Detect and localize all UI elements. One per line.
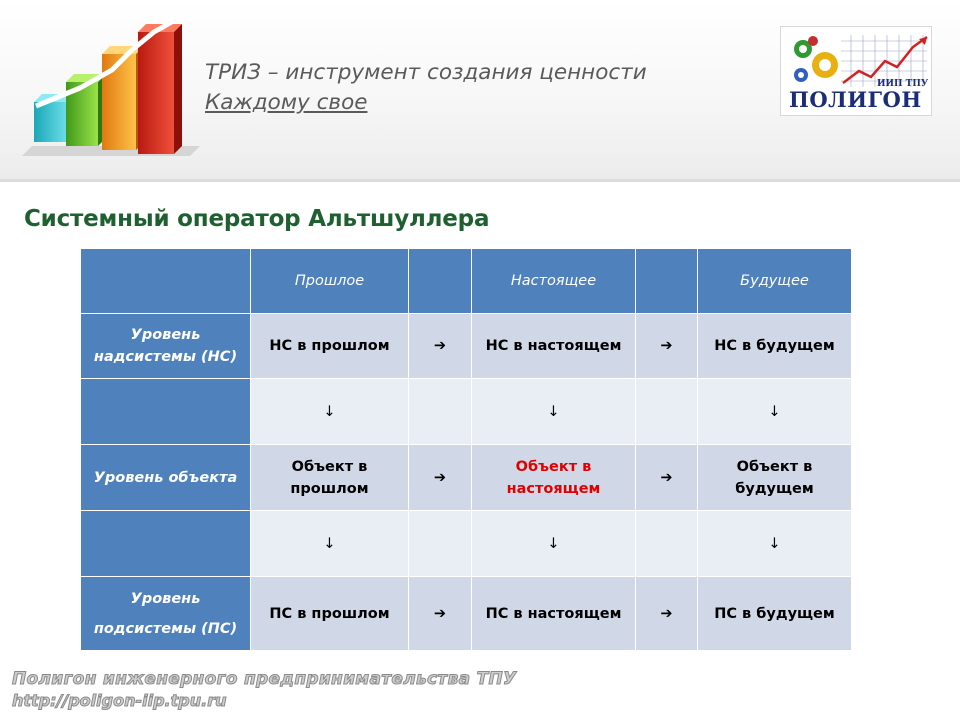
header-cell-spacer [636,249,698,314]
table-row-subsystem [81,577,852,651]
header-text-block [205,58,647,118]
bar-chart-icon [14,10,204,160]
down-arrow-icon: ↓ [472,379,636,445]
footer-url-link[interactable]: http://poligon-iip.tpu.ru [12,691,227,710]
row-label-line: Уровень объекта [93,469,238,486]
header-cell-present: Настоящее [472,249,636,314]
header-band [0,0,960,182]
down-arrow-icon: ↓ [472,511,636,577]
cell-spacer [409,379,472,445]
cell-subsystem-present: ПС в настоящем [472,577,636,651]
row-label-line: Уровень [130,590,201,607]
cell-object-future: Объект в будущем [698,445,852,511]
row-label-empty [81,379,251,445]
row-label-line: надсистемы (НС) [93,349,238,365]
header-cell-spacer [409,249,472,314]
header-cell-corner [81,249,251,314]
header-cell-future: Будущее [698,249,852,314]
cell-spacer [636,511,698,577]
cell-spacer [409,511,472,577]
cell-subsystem-past: ПС в прошлом [251,577,409,651]
row-label-supersystem [81,314,251,379]
slide-title: Системный оператор Альтшуллера [24,206,490,232]
row-label-empty [81,511,251,577]
cell-subsystem-future: ПС в будущем [698,577,852,651]
table-row-object [81,445,852,511]
table-row-transition-1 [81,379,852,445]
right-arrow-icon: ➔ [409,314,472,379]
row-label-line: подсистемы (ПС) [93,620,238,637]
system-operator-table [80,248,852,651]
row-label-object [81,445,251,511]
cell-supersystem-future: НС в будущем [698,314,852,379]
row-label-subsystem [81,577,251,651]
cell-spacer [636,379,698,445]
table-row-supersystem [81,314,852,379]
right-arrow-icon: ➔ [636,577,698,651]
cell-object-past: Объект в прошлом [251,445,409,511]
poligon-logo [780,26,932,116]
table-header-row [81,249,852,314]
row-label-line: Уровень [130,327,201,343]
footer-organization: Полигон инженерного предпринимательства ТПУ [12,669,517,689]
down-arrow-icon: ↓ [698,379,852,445]
header-subtitle: Каждому свое [205,90,368,115]
cell-supersystem-present: НС в настоящем [472,314,636,379]
footer [12,668,516,712]
cell-supersystem-past: НС в прошлом [251,314,409,379]
logo-subtitle: ИИП ТПУ [877,79,929,89]
right-arrow-icon: ➔ [636,314,698,379]
right-arrow-icon: ➔ [409,577,472,651]
header-title: ТРИЗ – инструмент создания ценности [205,60,647,85]
right-arrow-icon: ➔ [636,445,698,511]
header-cell-past: Прошлое [251,249,409,314]
logo-name: ПОЛИГОН [789,87,922,112]
down-arrow-icon: ↓ [251,379,409,445]
down-arrow-icon: ↓ [698,511,852,577]
down-arrow-icon: ↓ [251,511,409,577]
right-arrow-icon: ➔ [409,445,472,511]
table-row-transition-2 [81,511,852,577]
cell-object-present: Объект в настоящем [472,445,636,511]
